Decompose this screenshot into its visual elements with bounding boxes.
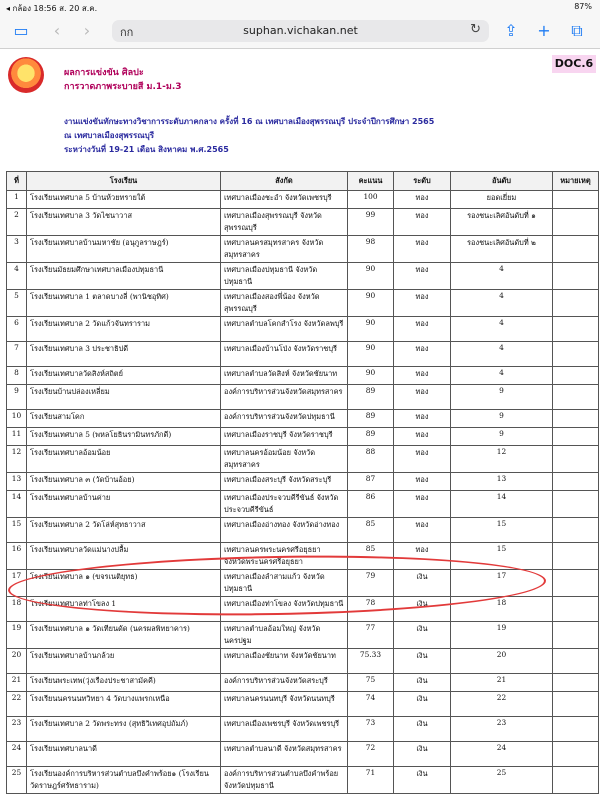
cell-score: 90 xyxy=(348,342,394,367)
table-row xyxy=(7,473,599,491)
table-row xyxy=(7,742,599,767)
table-row xyxy=(7,692,599,717)
table-row xyxy=(7,491,599,518)
cell-affiliation: เทศบาลตำบลโคกสำโรง จังหวัดลพบุรี xyxy=(221,317,348,342)
cell-school: โรงเรียนนครนนทวิทยา 4 วัดบางแพรกเหนือ xyxy=(27,692,221,717)
status-bar xyxy=(0,0,600,14)
cell-note xyxy=(553,236,599,263)
cell-school: โรงเรียนเทศบาล 3 วัดไชนาวาส xyxy=(27,209,221,236)
table-row xyxy=(7,428,599,446)
cell-note xyxy=(553,570,599,597)
cell-level: เงิน xyxy=(394,674,451,692)
cell-score: 87 xyxy=(348,473,394,491)
cell-affiliation: องค์การบริหารส่วนจังหวัดปทุมธานี xyxy=(221,410,348,428)
cell-no: 10 xyxy=(7,410,27,428)
cell-rank: 23 xyxy=(451,717,553,742)
cell-rank: 4 xyxy=(451,317,553,342)
cell-rank: 20 xyxy=(451,649,553,674)
cell-affiliation: เทศบาลเมืองสุพรรณบุรี จังหวัดสุพรรณบุรี xyxy=(221,209,348,236)
table-row xyxy=(7,543,599,570)
cell-note xyxy=(553,674,599,692)
table-row xyxy=(7,674,599,692)
table-row xyxy=(7,570,599,597)
table-row xyxy=(7,649,599,674)
url-text: suphan.vichakan.net xyxy=(243,24,358,37)
cell-level: เงิน xyxy=(394,692,451,717)
cell-rank: 15 xyxy=(451,543,553,570)
cell-score: 88 xyxy=(348,446,394,473)
cell-no: 14 xyxy=(7,491,27,518)
cell-note xyxy=(553,543,599,570)
cell-level: ทอง xyxy=(394,410,451,428)
cell-score: 89 xyxy=(348,410,394,428)
cell-rank: 21 xyxy=(451,674,553,692)
table-row xyxy=(7,597,599,622)
cell-school: โรงเรียนพระเทพ(วุ่งเรืองประชาสามัคคี) xyxy=(27,674,221,692)
cell-level: ทอง xyxy=(394,342,451,367)
cell-no: 23 xyxy=(7,717,27,742)
cell-rank: ยอดเยี่ยม xyxy=(451,191,553,209)
cell-note xyxy=(553,518,599,543)
cell-note xyxy=(553,717,599,742)
cell-level: ทอง xyxy=(394,191,451,209)
cell-school: โรงเรียนเทศบาล 5 (พหลโยธินรามินทรภักดี) xyxy=(27,428,221,446)
cell-school: โรงเรียนเทศบาลบ้านมหาชัย (อนุกูลราษฎร์) xyxy=(27,236,221,263)
table-row xyxy=(7,446,599,473)
cell-note xyxy=(553,491,599,518)
cell-no: 19 xyxy=(7,622,27,649)
table-row xyxy=(7,717,599,742)
cell-no: 12 xyxy=(7,446,27,473)
doc-badge: DOC.6 xyxy=(552,55,596,73)
date-line: ระหว่างวันที่ 19-21 เดือน สิงหาคม พ.ศ.2565 xyxy=(64,145,229,154)
cell-note xyxy=(553,290,599,317)
cell-affiliation: เทศบาลเมืองสองพี่น้อง จังหวัดสุพรรณบุรี xyxy=(221,290,348,317)
table-row xyxy=(7,767,599,794)
cell-school: โรงเรียนเทศบาลบ้านค่าย xyxy=(27,491,221,518)
tabs-overview-icon[interactable]: ⧉ xyxy=(571,21,583,40)
table-row xyxy=(7,342,599,367)
cell-level: ทอง xyxy=(394,385,451,410)
table-row xyxy=(7,236,599,263)
sidebar-icon[interactable]: ▭ xyxy=(13,21,29,40)
cell-school: โรงเรียนเทศบาล 2 วัดแก้วจันทราราม xyxy=(27,317,221,342)
cell-score: 77 xyxy=(348,622,394,649)
cell-school: โรงเรียนเทศบาล ๑ วัดเทียนดัด (นครผลพิทยาคาร) xyxy=(27,622,221,649)
cell-level: ทอง xyxy=(394,290,451,317)
cell-rank: 14 xyxy=(451,491,553,518)
reload-icon[interactable]: ↻ xyxy=(470,22,481,37)
cell-note xyxy=(553,767,599,794)
cell-school: โรงเรียนเทศบาลวัดแม่นางปลื้ม xyxy=(27,543,221,570)
forward-icon[interactable]: › xyxy=(83,21,91,40)
cell-school: โรงเรียนเทศบาลนาดี xyxy=(27,742,221,767)
cell-no: 8 xyxy=(7,367,27,385)
cell-level: เงิน xyxy=(394,742,451,767)
table-row xyxy=(7,622,599,649)
cell-no: 5 xyxy=(7,290,27,317)
cell-score: 90 xyxy=(348,290,394,317)
cell-rank: 4 xyxy=(451,342,553,367)
cell-rank: 4 xyxy=(451,367,553,385)
cell-no: 11 xyxy=(7,428,27,446)
page-content xyxy=(0,49,600,800)
cell-level: ทอง xyxy=(394,317,451,342)
col-header-affiliation: สังกัด xyxy=(221,172,348,191)
cell-affiliation: องค์การบริหารส่วนจังหวัดสระบุรี xyxy=(221,674,348,692)
cell-level: ทอง xyxy=(394,518,451,543)
col-header-level: ระดับ xyxy=(394,172,451,191)
cell-school: โรงเรียนเทศบาล 2 วัดโล่ห์สุทธาวาส xyxy=(27,518,221,543)
col-header-score: คะแนน xyxy=(348,172,394,191)
reader-mode-button[interactable]: กก xyxy=(120,26,134,39)
event-line: งานแข่งขันทักษะทางวิชาการระดับภาคกลาง ครั้งที่ 16 ณ เทศบาลเมืองสุพรรณบุรี ประจำปีการศึกษา 2565 xyxy=(64,117,435,126)
cell-affiliation: เทศบาลเมืองเพชรบุรี จังหวัดเพชรบุรี xyxy=(221,717,348,742)
cell-score: 75 xyxy=(348,674,394,692)
cell-affiliation: เทศบาลเมืองชัยนาท จังหวัดชัยนาท xyxy=(221,649,348,674)
cell-note xyxy=(553,317,599,342)
cell-affiliation: เทศบาลตำบลวัดสิงห์ จังหวัดชัยนาท xyxy=(221,367,348,385)
cell-school: โรงเรียนเทศบาลวัดสิงห์สถิตย์ xyxy=(27,367,221,385)
cell-rank: 22 xyxy=(451,692,553,717)
cell-level: ทอง xyxy=(394,263,451,290)
table-row xyxy=(7,317,599,342)
address-bar[interactable] xyxy=(112,20,489,42)
cell-rank: 9 xyxy=(451,385,553,410)
table-row xyxy=(7,209,599,236)
cell-affiliation: เทศบาลเมืองสระบุรี จังหวัดสระบุรี xyxy=(221,473,348,491)
cell-score: 98 xyxy=(348,236,394,263)
cell-no: 7 xyxy=(7,342,27,367)
cell-level: ทอง xyxy=(394,209,451,236)
cell-affiliation: เทศบาลนครอ้อมน้อย จังหวัดสมุทรสาคร xyxy=(221,446,348,473)
cell-note xyxy=(553,692,599,717)
status-left: ◂ กล้อง 18:56 ส. 20 ส.ค. xyxy=(6,4,98,13)
cell-rank: 25 xyxy=(451,767,553,794)
cell-no: 25 xyxy=(7,767,27,794)
share-icon[interactable]: ⇪ xyxy=(504,21,518,40)
cell-level: ทอง xyxy=(394,428,451,446)
cell-score: 100 xyxy=(348,191,394,209)
cell-rank: 13 xyxy=(451,473,553,491)
cell-note xyxy=(553,367,599,385)
cell-score: 71 xyxy=(348,767,394,794)
cell-score: 90 xyxy=(348,263,394,290)
cell-no: 13 xyxy=(7,473,27,491)
cell-affiliation: เทศบาลเมืองชะอำ จังหวัดเพชรบุรี xyxy=(221,191,348,209)
cell-no: 16 xyxy=(7,543,27,570)
cell-school: โรงเรียนเทศบาล ๓ (วัดบ้านอ้อย) xyxy=(27,473,221,491)
cell-level: เงิน xyxy=(394,717,451,742)
cell-school: โรงเรียนเทศบาลอ้อมน้อย xyxy=(27,446,221,473)
cell-affiliation: เทศบาลตำบลอ้อมใหญ่ จังหวัดนครปฐม xyxy=(221,622,348,649)
cell-no: 9 xyxy=(7,385,27,410)
cell-score: 78 xyxy=(348,597,394,622)
cell-affiliation: องค์การบริหารส่วนตำบลบึงคำพร้อย จังหวัดปทุมธานี xyxy=(221,767,348,794)
cell-level: เงิน xyxy=(394,622,451,649)
table-row xyxy=(7,290,599,317)
cell-rank: รองชนะเลิศอันดับที่ ๒ xyxy=(451,236,553,263)
table-row xyxy=(7,367,599,385)
cell-no: 1 xyxy=(7,191,27,209)
venue-line: ณ เทศบาลเมืองสุพรรณบุรี xyxy=(64,131,155,140)
cell-rank: 24 xyxy=(451,742,553,767)
cell-no: 4 xyxy=(7,263,27,290)
cell-rank: 18 xyxy=(451,597,553,622)
table-row xyxy=(7,410,599,428)
cell-note xyxy=(553,191,599,209)
cell-no: 3 xyxy=(7,236,27,263)
cell-level: เงิน xyxy=(394,649,451,674)
cell-rank: 15 xyxy=(451,518,553,543)
cell-school: โรงเรียนมัธยมศึกษาเทศบาลเมืองปทุมธานี xyxy=(27,263,221,290)
cell-score: 72 xyxy=(348,742,394,767)
cell-school: โรงเรียนเทศบาล 3 ประชาธิปดี xyxy=(27,342,221,367)
col-header-note: หมายเหตุ xyxy=(553,172,599,191)
cell-rank: 4 xyxy=(451,290,553,317)
cell-affiliation: เทศบาลนครพระนครศรีอยุธยา จังหวัดพระนครศรีอยุธยา xyxy=(221,543,348,570)
cell-rank: 9 xyxy=(451,410,553,428)
cell-note xyxy=(553,209,599,236)
cell-school: โรงเรียนองค์การบริหารส่วนตำบลบึงคำพร้อย๑ (โรงเรียนวัดราษฎร์ศรัทธาราม) xyxy=(27,767,221,794)
table-row xyxy=(7,191,599,209)
cell-level: เงิน xyxy=(394,767,451,794)
school-logo-icon xyxy=(8,57,44,93)
col-header-school: โรงเรียน xyxy=(27,172,221,191)
results-table xyxy=(6,171,599,794)
cell-score: 79 xyxy=(348,570,394,597)
cell-score: 85 xyxy=(348,518,394,543)
cell-school: โรงเรียนบ้านปล่องเหลี่ยม xyxy=(27,385,221,410)
cell-school: โรงเรียนเทศบาล 2 วัดพระทรง (สุทธิวิเทศอุปถัมภ์) xyxy=(27,717,221,742)
cell-no: 20 xyxy=(7,649,27,674)
cell-note xyxy=(553,649,599,674)
cell-school: โรงเรียนเทศบาลท่าโขลง 1 xyxy=(27,597,221,622)
cell-score: 75.33 xyxy=(348,649,394,674)
cell-affiliation: เทศบาลเมืองปทุมธานี จังหวัดปทุมธานี xyxy=(221,263,348,290)
cell-level: เงิน xyxy=(394,597,451,622)
cell-score: 90 xyxy=(348,367,394,385)
page-subtitle: การวาดภาพระบายสี ม.1-ม.3 xyxy=(64,82,182,92)
cell-rank: 17 xyxy=(451,570,553,597)
cell-school: โรงเรียนเทศบาล 5 บ้านห้วยทรายใต้ xyxy=(27,191,221,209)
cell-note xyxy=(553,428,599,446)
cell-score: 99 xyxy=(348,209,394,236)
cell-score: 85 xyxy=(348,543,394,570)
cell-no: 17 xyxy=(7,570,27,597)
cell-no: 24 xyxy=(7,742,27,767)
cell-level: ทอง xyxy=(394,473,451,491)
cell-note xyxy=(553,446,599,473)
cell-rank: 9 xyxy=(451,428,553,446)
cell-score: 90 xyxy=(348,317,394,342)
cell-score: 86 xyxy=(348,491,394,518)
cell-note xyxy=(553,473,599,491)
table-row xyxy=(7,263,599,290)
cell-level: ทอง xyxy=(394,543,451,570)
cell-note xyxy=(553,342,599,367)
cell-level: ทอง xyxy=(394,446,451,473)
cell-school: โรงเรียนเทศบาลบ้านกล้วย xyxy=(27,649,221,674)
cell-score: 89 xyxy=(348,385,394,410)
cell-no: 2 xyxy=(7,209,27,236)
table-row xyxy=(7,518,599,543)
col-header-rank: อันดับ xyxy=(451,172,553,191)
cell-level: ทอง xyxy=(394,236,451,263)
new-tab-icon[interactable]: + xyxy=(537,21,551,40)
cell-rank: 4 xyxy=(451,263,553,290)
cell-affiliation: เทศบาลเมืองราชบุรี จังหวัดราชบุรี xyxy=(221,428,348,446)
cell-rank: 12 xyxy=(451,446,553,473)
cell-affiliation: เทศบาลเมืองบ้านโป่ง จังหวัดราชบุรี xyxy=(221,342,348,367)
page-title: ผลการแข่งขัน ศิลปะ xyxy=(64,68,144,78)
cell-note xyxy=(553,622,599,649)
cell-no: 6 xyxy=(7,317,27,342)
cell-affiliation: เทศบาลเมืองลำสามแก้ว จังหวัดปทุมธานี xyxy=(221,570,348,597)
cell-affiliation: เทศบาลนครสมุทรสาคร จังหวัดสมุทรสาคร xyxy=(221,236,348,263)
cell-affiliation: เทศบาลตำบลนาดี จังหวัดสมุทรสาคร xyxy=(221,742,348,767)
cell-note xyxy=(553,385,599,410)
cell-affiliation: เทศบาลเมืองประจวบคีรีขันธ์ จังหวัดประจวบคีรีขันธ์ xyxy=(221,491,348,518)
cell-no: 21 xyxy=(7,674,27,692)
cell-level: ทอง xyxy=(394,491,451,518)
cell-no: 15 xyxy=(7,518,27,543)
cell-note xyxy=(553,597,599,622)
cell-school: โรงเรียนสามโคก xyxy=(27,410,221,428)
cell-school: โรงเรียนเทศบาล ๑ (ขจรเนติยุทธ) xyxy=(27,570,221,597)
cell-no: 18 xyxy=(7,597,27,622)
cell-affiliation: เทศบาลเมืองอ่างทอง จังหวัดอ่างทอง xyxy=(221,518,348,543)
back-icon[interactable]: ‹ xyxy=(53,21,61,40)
cell-rank: 19 xyxy=(451,622,553,649)
cell-level: ทอง xyxy=(394,367,451,385)
cell-affiliation: เทศบาลนครนนทบุรี จังหวัดนนทบุรี xyxy=(221,692,348,717)
cell-school: โรงเรียนเทศบาล 1 ตลาดบางลี่ (พานิชอุทิศ) xyxy=(27,290,221,317)
cell-affiliation: เทศบาลเมืองท่าโขลง จังหวัดปทุมธานี xyxy=(221,597,348,622)
col-header-no: ที่ xyxy=(7,172,27,191)
table-row xyxy=(7,385,599,410)
table-header-row xyxy=(7,172,599,191)
cell-score: 73 xyxy=(348,717,394,742)
cell-level: เงิน xyxy=(394,570,451,597)
cell-rank: รองชนะเลิศอันดับที่ ๑ xyxy=(451,209,553,236)
cell-score: 89 xyxy=(348,428,394,446)
cell-note xyxy=(553,410,599,428)
cell-affiliation: องค์การบริหารส่วนจังหวัดสมุทรสาคร xyxy=(221,385,348,410)
cell-note xyxy=(553,263,599,290)
cell-note xyxy=(553,742,599,767)
battery-indicator: 87% xyxy=(574,2,592,11)
cell-no: 22 xyxy=(7,692,27,717)
cell-score: 74 xyxy=(348,692,394,717)
browser-toolbar xyxy=(0,14,600,49)
